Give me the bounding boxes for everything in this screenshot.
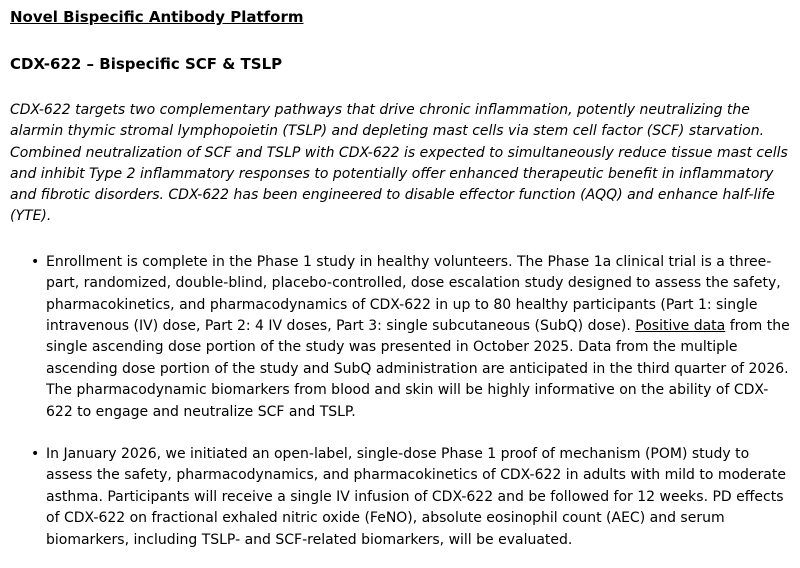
- bullet-text: In January 2026, we initiated an open-label, single-dose Phase 1 proof of mechanism (POM) study to assess the safety, pharmacodynamics, and pharmacokinetics of CDX-622 in adults with mild to moderate asthma. Participants will receive a single IV infusion of CDX-622 and be followed for 12 weeks. PD effects of CDX-622 on fractional exhaled nitric oxide (FeNO), absolute eosinophil count (AEC) and serum biomarkers, including TSLP- and SCF-related biomarkers, will be evaluated.: [46, 446, 786, 548]
- product-title: CDX-622 – Bispecific SCF & TSLP: [10, 55, 283, 73]
- bullet-text-end: from the single ascending dose portion of the study was presented in October 2025. Data from the multiple ascending dose portion of the study and SubQ administration are anticipated in the third quarter of 2026. The pharmacodynamic biomarkers from blood and skin will be highly informative on the ability of CDX-622 to engage and neutralize SCF and TSLP.: [46, 318, 790, 420]
- bullet-icon: •: [31, 446, 40, 463]
- intro-paragraph: CDX-622 targets two complementary pathways that drive chronic inflammation, potently neutralizing the alarmin thymic stromal lymphopoietin (TSLP) and depleting mast cells via stem cell factor (SCF) starvation. Combined neutralization of SCF and TSLP with CDX-622 is expected to simultaneously reduce tissue mast cells and inhibit Type 2 inflammatory responses to potentially offer enhanced therapeutic benefit in inflammatory and fibrotic disorders. CDX-622 has been engineered to disable effector function (AQQ) and enhance half-life (YTE).: [10, 102, 788, 225]
- bullet-list: [10, 252, 790, 551]
- list-item: [10, 252, 790, 423]
- bullet-text-start: Enrollment is complete in the Phase 1 study in healthy volunteers. The Phase 1a clinical trial is a three-part, randomized, double-blind, placebo-controlled, dose escalation study designed to assess the safety, pharmacokinetics, and pharmacodynamics of CDX-622 in up to 80 healthy participants (Part 1: single intravenous (IV) dose, Part 2: 4 IV doses, Part 3: single subcutaneous (SubQ) dose).: [46, 253, 781, 334]
- section-title: Novel Bispecific Antibody Platform: [10, 8, 304, 26]
- bullet-icon: •: [31, 253, 40, 270]
- list-item: [10, 444, 790, 551]
- positive-data-link[interactable]: Positive data: [635, 318, 726, 334]
